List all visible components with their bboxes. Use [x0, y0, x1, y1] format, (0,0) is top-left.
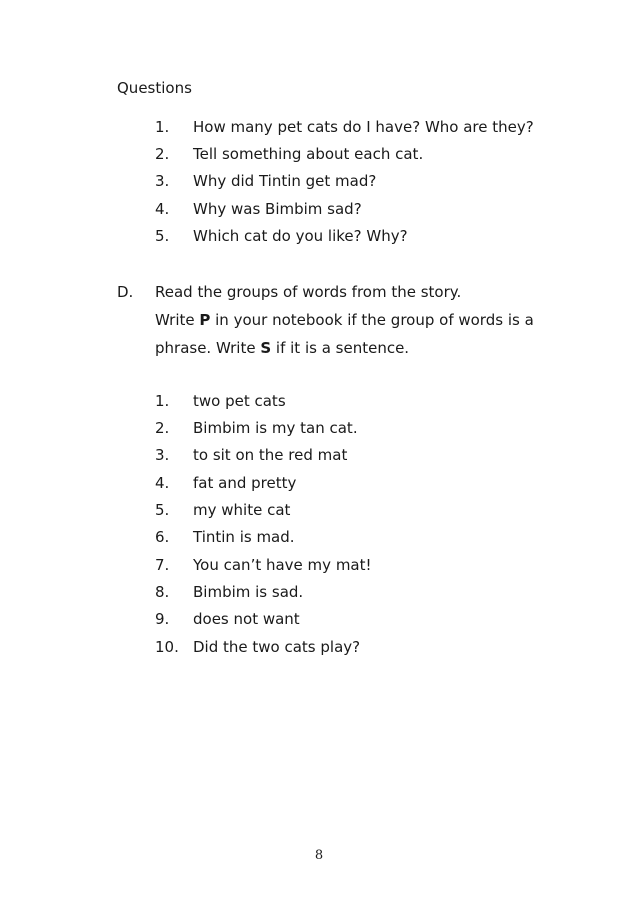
item-text: two pet cats — [193, 392, 286, 410]
item-text: my white cat — [193, 501, 291, 519]
item-number: 4. — [155, 474, 170, 492]
item-text: Tintin is mad. — [193, 528, 295, 546]
item-number: 7. — [155, 556, 170, 574]
question-number: 4. — [155, 200, 170, 218]
section-d-instruction-line3: phrase. Write S if it is a sentence. — [155, 339, 410, 357]
item-number: 3. — [155, 446, 170, 464]
item-text: fat and pretty — [193, 474, 297, 492]
question-number: 1. — [155, 118, 170, 136]
item-number: 8. — [155, 583, 170, 601]
section-d-instruction-line1: Read the groups of words from the story. — [155, 283, 462, 301]
item-text: Bimbim is my tan cat. — [193, 419, 358, 437]
question-text: How many pet cats do I have? Who are they? — [193, 118, 534, 136]
questions-heading: Questions — [117, 79, 192, 97]
question-text: Which cat do you like? Why? — [193, 227, 408, 245]
item-number: 5. — [155, 501, 170, 519]
item-text: to sit on the red mat — [193, 446, 348, 464]
item-number: 6. — [155, 528, 170, 546]
question-number: 3. — [155, 172, 170, 190]
item-number: 2. — [155, 419, 170, 437]
item-number: 1. — [155, 392, 170, 410]
question-number: 5. — [155, 227, 170, 245]
item-text: You can’t have my mat! — [193, 556, 372, 574]
sentence-letter: S — [260, 339, 272, 357]
question-text: Tell something about each cat. — [193, 145, 424, 163]
item-text: does not want — [193, 610, 300, 628]
item-text: Bimbim is sad. — [193, 583, 304, 601]
question-text: Why was Bimbim sad? — [193, 200, 362, 218]
item-text: Did the two cats play? — [193, 638, 361, 656]
page-number: 8 — [314, 848, 324, 863]
question-number: 2. — [155, 145, 170, 163]
question-text: Why did Tintin get mad? — [193, 172, 377, 190]
section-d-instruction-line2: Write P in your notebook if the group of words is a — [155, 311, 534, 329]
item-number: 10. — [155, 638, 179, 656]
phrase-letter: P — [199, 311, 211, 329]
item-number: 9. — [155, 610, 170, 628]
section-d-label: D. — [117, 283, 134, 301]
